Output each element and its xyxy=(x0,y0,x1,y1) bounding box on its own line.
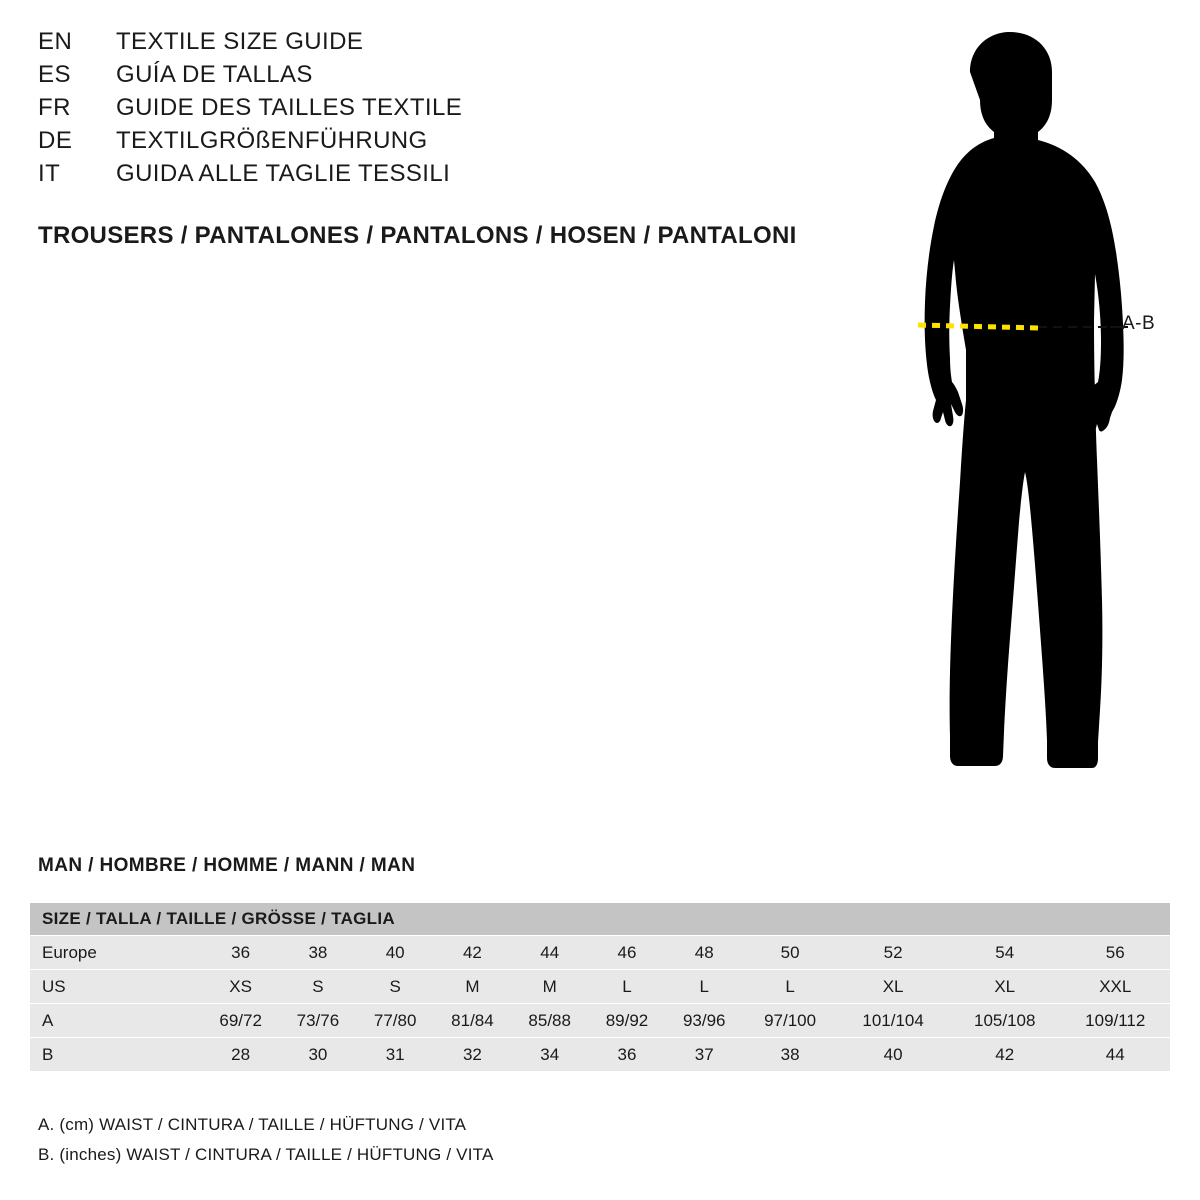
footnote-a: A. (cm) WAIST / CINTURA / TAILLE / HÜFTUNG / VITA xyxy=(38,1115,467,1134)
table-cell: 81/84 xyxy=(434,1004,511,1038)
table-cell: 101/104 xyxy=(837,1004,949,1038)
table-cell: 69/72 xyxy=(202,1004,279,1038)
table-row xyxy=(30,936,1170,970)
footnote-b: B. (inches) WAIST / CINTURA / TAILLE / HÜFTUNG / VITA xyxy=(38,1145,494,1164)
table-cell: 30 xyxy=(279,1038,356,1072)
table-cell: L xyxy=(666,970,743,1004)
table-cell: L xyxy=(743,970,837,1004)
waist-guide-line xyxy=(918,325,1040,328)
table-cell: 40 xyxy=(837,1038,949,1072)
table-cell: 42 xyxy=(434,936,511,970)
language-code: EN xyxy=(38,28,73,55)
garment-type-title: TROUSERS / PANTALONES / PANTALONS / HOSEN / PANTALONI xyxy=(38,222,797,249)
table-cell: 36 xyxy=(588,1038,665,1072)
table-cell: M xyxy=(511,970,588,1004)
language-code: FR xyxy=(38,94,71,121)
language-title: TEXTILE SIZE GUIDE xyxy=(116,28,364,55)
man-silhouette-figure xyxy=(810,20,1190,810)
row-label: US xyxy=(30,970,202,1004)
table-cell: S xyxy=(357,970,434,1004)
table-cell: 36 xyxy=(202,936,279,970)
table-cell: 77/80 xyxy=(357,1004,434,1038)
footnotes xyxy=(38,1110,494,1170)
table-cell: 42 xyxy=(949,1038,1061,1072)
measure-label-ab: A-B xyxy=(1122,313,1156,334)
table-row xyxy=(30,1038,1170,1072)
table-cell: 46 xyxy=(588,936,665,970)
table-row xyxy=(30,1004,1170,1038)
language-code: DE xyxy=(38,127,73,154)
table-cell: XS xyxy=(202,970,279,1004)
table-header-row xyxy=(30,903,1170,936)
language-row xyxy=(38,28,798,61)
table-cell: 31 xyxy=(357,1038,434,1072)
language-title: TEXTILGRÖßENFÜHRUNG xyxy=(116,127,428,154)
table-cell: 50 xyxy=(743,936,837,970)
size-table xyxy=(30,903,1170,1072)
language-title: GUIDA ALLE TAGLIE TESSILI xyxy=(116,160,451,187)
row-label: Europe xyxy=(30,936,202,970)
table-cell: 48 xyxy=(666,936,743,970)
table-cell: 44 xyxy=(1061,1038,1170,1072)
language-code: ES xyxy=(38,61,72,88)
table-cell: XL xyxy=(837,970,949,1004)
table-cell: 89/92 xyxy=(588,1004,665,1038)
language-code: IT xyxy=(38,160,61,187)
language-title: GUIDE DES TAILLES TEXTILE xyxy=(116,94,463,121)
language-row xyxy=(38,160,798,193)
table-cell: 73/76 xyxy=(279,1004,356,1038)
language-title: GUÍA DE TALLAS xyxy=(116,61,313,88)
table-section-title: MAN / HOMBRE / HOMME / MANN / MAN xyxy=(38,855,416,876)
table-cell: 44 xyxy=(511,936,588,970)
table-cell: 32 xyxy=(434,1038,511,1072)
table-cell: XL xyxy=(949,970,1061,1004)
table-cell: 54 xyxy=(949,936,1061,970)
table-cell: 34 xyxy=(511,1038,588,1072)
table-cell: 52 xyxy=(837,936,949,970)
table-cell: S xyxy=(279,970,356,1004)
table-cell: 38 xyxy=(743,1038,837,1072)
row-label: A xyxy=(30,1004,202,1038)
row-label: B xyxy=(30,1038,202,1072)
language-list xyxy=(38,28,798,193)
table-cell: 37 xyxy=(666,1038,743,1072)
silhouette-path xyxy=(925,32,1124,768)
table-cell: 109/112 xyxy=(1061,1004,1170,1038)
table-cell: 97/100 xyxy=(743,1004,837,1038)
table-cell: M xyxy=(434,970,511,1004)
table-cell: 85/88 xyxy=(511,1004,588,1038)
table-cell: L xyxy=(588,970,665,1004)
table-row xyxy=(30,970,1170,1004)
table-cell: 105/108 xyxy=(949,1004,1061,1038)
table-cell: 28 xyxy=(202,1038,279,1072)
table-cell: 40 xyxy=(357,936,434,970)
table-cell: 93/96 xyxy=(666,1004,743,1038)
table-cell: XXL xyxy=(1061,970,1170,1004)
table-cell: 56 xyxy=(1061,936,1170,970)
table-cell: 38 xyxy=(279,936,356,970)
language-row xyxy=(38,94,798,127)
language-row xyxy=(38,61,798,94)
table-header-label: SIZE / TALLA / TAILLE / GRÖSSE / TAGLIA xyxy=(30,903,1170,936)
language-row xyxy=(38,127,798,160)
